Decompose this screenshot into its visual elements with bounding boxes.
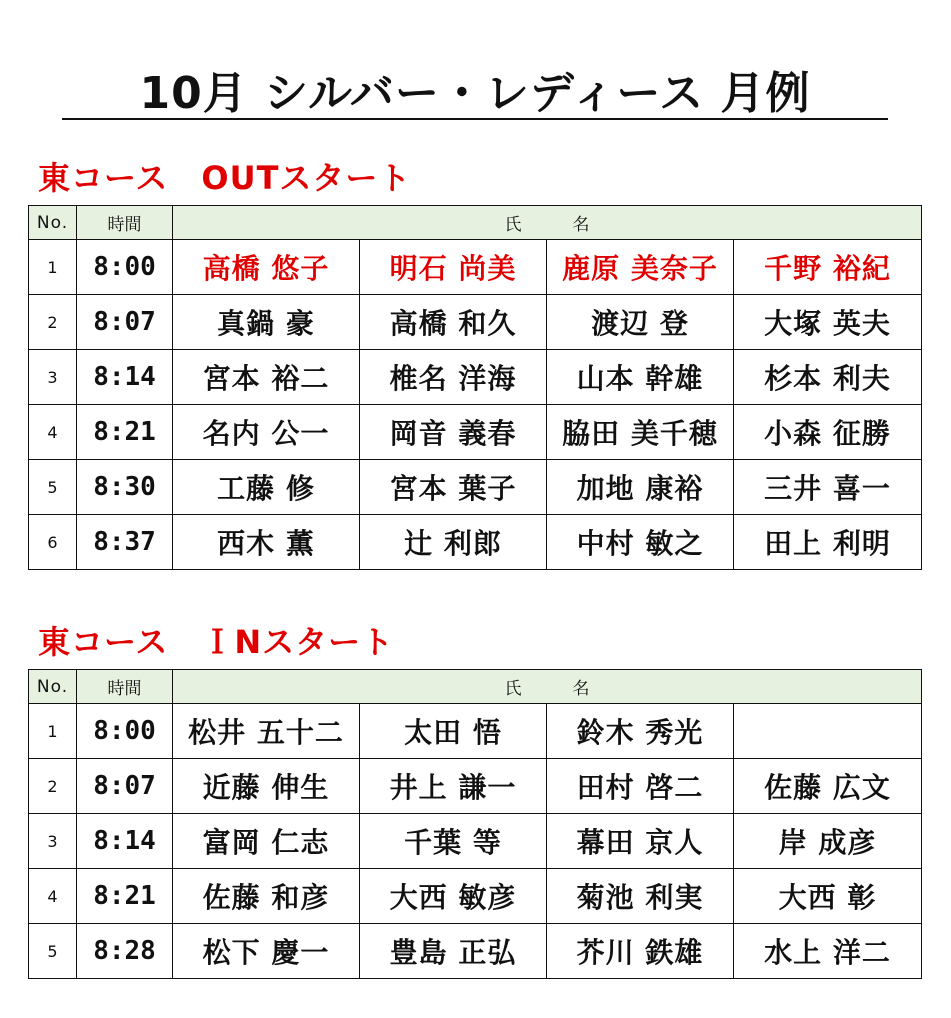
player-name: 三井 喜一 bbox=[734, 460, 922, 515]
player-name: 千野 裕紀 bbox=[734, 240, 922, 295]
group-number: 3 bbox=[29, 814, 77, 869]
player-name: 小森 征勝 bbox=[734, 405, 922, 460]
player-name: 松井 五十二 bbox=[173, 704, 360, 759]
table-header-row bbox=[29, 670, 922, 704]
player-name: 工藤 修 bbox=[173, 460, 360, 515]
tee-time: 8:21 bbox=[77, 869, 173, 924]
table-header-row bbox=[29, 206, 922, 240]
tee-time: 8:30 bbox=[77, 460, 173, 515]
page-title: 10月 シルバー・レディース 月例 bbox=[62, 70, 888, 120]
group-number: 6 bbox=[29, 515, 77, 570]
player-name: 真鍋 豪 bbox=[173, 295, 360, 350]
tee-time: 8:00 bbox=[77, 704, 173, 759]
group-number: 3 bbox=[29, 350, 77, 405]
player-name: 鈴木 秀光 bbox=[547, 704, 734, 759]
player-name: 水上 洋二 bbox=[734, 924, 922, 979]
column-header-time: 時間 bbox=[77, 670, 173, 704]
group-number: 4 bbox=[29, 869, 77, 924]
player-name: 渡辺 登 bbox=[547, 295, 734, 350]
player-name: 名内 公一 bbox=[173, 405, 360, 460]
player-name: 富岡 仁志 bbox=[173, 814, 360, 869]
group-number: 5 bbox=[29, 460, 77, 515]
player-name: 加地 康裕 bbox=[547, 460, 734, 515]
player-name: 菊池 利実 bbox=[547, 869, 734, 924]
table-row bbox=[29, 350, 922, 405]
player-name: 宮本 裕二 bbox=[173, 350, 360, 405]
player-name: 脇田 美千穂 bbox=[547, 405, 734, 460]
player-name: 辻 利郎 bbox=[360, 515, 547, 570]
player-name: 西木 薫 bbox=[173, 515, 360, 570]
table-row bbox=[29, 869, 922, 924]
tee-time: 8:00 bbox=[77, 240, 173, 295]
table-row bbox=[29, 759, 922, 814]
table-row bbox=[29, 704, 922, 759]
player-name: 明石 尚美 bbox=[360, 240, 547, 295]
group-number: 2 bbox=[29, 759, 77, 814]
player-name: 鹿原 美奈子 bbox=[547, 240, 734, 295]
player-name: 井上 謙一 bbox=[360, 759, 547, 814]
tee-time: 8:37 bbox=[77, 515, 173, 570]
player-name: 岸 成彦 bbox=[734, 814, 922, 869]
tee-time: 8:14 bbox=[77, 814, 173, 869]
group-number: 1 bbox=[29, 704, 77, 759]
player-name: 幕田 京人 bbox=[547, 814, 734, 869]
table-row bbox=[29, 460, 922, 515]
tee-time: 8:21 bbox=[77, 405, 173, 460]
player-name: 松下 慶一 bbox=[173, 924, 360, 979]
table-row bbox=[29, 240, 922, 295]
tee-time: 8:07 bbox=[77, 295, 173, 350]
player-name: 佐藤 和彦 bbox=[173, 869, 360, 924]
player-name: 大塚 英夫 bbox=[734, 295, 922, 350]
player-name: 千葉 等 bbox=[360, 814, 547, 869]
column-header-name: 氏 名 bbox=[173, 670, 922, 704]
player-name: 佐藤 広文 bbox=[734, 759, 922, 814]
player-name: 岡音 義春 bbox=[360, 405, 547, 460]
group-number: 2 bbox=[29, 295, 77, 350]
player-name bbox=[734, 704, 922, 759]
table-row bbox=[29, 515, 922, 570]
tee-time-table-in bbox=[28, 669, 922, 979]
section-title-in: 東コース ＩNスタート bbox=[38, 623, 395, 661]
player-name: 田上 利明 bbox=[734, 515, 922, 570]
tee-time: 8:07 bbox=[77, 759, 173, 814]
player-name: 大西 彰 bbox=[734, 869, 922, 924]
table-row bbox=[29, 814, 922, 869]
player-name: 太田 悟 bbox=[360, 704, 547, 759]
table-row bbox=[29, 924, 922, 979]
group-number: 4 bbox=[29, 405, 77, 460]
player-name: 椎名 洋海 bbox=[360, 350, 547, 405]
player-name: 田村 啓二 bbox=[547, 759, 734, 814]
column-header-name: 氏 名 bbox=[173, 206, 922, 240]
player-name: 中村 敏之 bbox=[547, 515, 734, 570]
column-header-time: 時間 bbox=[77, 206, 173, 240]
player-name: 山本 幹雄 bbox=[547, 350, 734, 405]
player-name: 高橋 悠子 bbox=[173, 240, 360, 295]
player-name: 近藤 伸生 bbox=[173, 759, 360, 814]
tee-time-table-out bbox=[28, 205, 922, 570]
player-name: 高橋 和久 bbox=[360, 295, 547, 350]
tee-time: 8:28 bbox=[77, 924, 173, 979]
group-number: 1 bbox=[29, 240, 77, 295]
tee-time: 8:14 bbox=[77, 350, 173, 405]
player-name: 宮本 葉子 bbox=[360, 460, 547, 515]
column-header-no: No. bbox=[29, 206, 77, 240]
player-name: 豊島 正弘 bbox=[360, 924, 547, 979]
player-name: 芥川 鉄雄 bbox=[547, 924, 734, 979]
group-number: 5 bbox=[29, 924, 77, 979]
player-name: 大西 敏彦 bbox=[360, 869, 547, 924]
player-name: 杉本 利夫 bbox=[734, 350, 922, 405]
column-header-no: No. bbox=[29, 670, 77, 704]
table-row bbox=[29, 405, 922, 460]
table-row bbox=[29, 295, 922, 350]
section-title-out: 東コース OUTスタート bbox=[38, 159, 412, 197]
